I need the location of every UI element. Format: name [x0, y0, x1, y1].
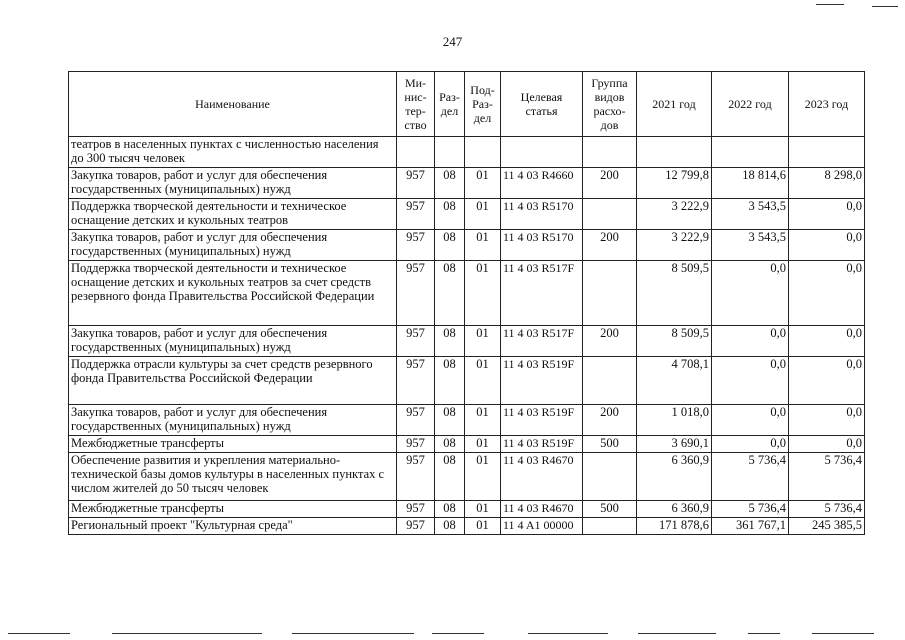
- row-target: 11 4 03 R519F: [501, 405, 583, 436]
- row-2022: 0,0: [712, 405, 789, 436]
- scan-mark: [112, 633, 262, 634]
- table-row: [69, 199, 865, 230]
- row-ministry: 957: [397, 436, 435, 453]
- row-subsection: [465, 137, 501, 168]
- scan-mark: [816, 4, 844, 5]
- scan-mark: [432, 633, 484, 634]
- row-2023: 0,0: [789, 436, 865, 453]
- row-target: 11 4 03 R5170: [501, 230, 583, 261]
- row-target: 11 4 03 R517F: [501, 261, 583, 326]
- row-2021: 3 690,1: [637, 436, 712, 453]
- scan-mark: [872, 6, 898, 7]
- table-row: [69, 357, 865, 405]
- row-ministry: 957: [397, 230, 435, 261]
- row-subsection: 01: [465, 405, 501, 436]
- row-2022: 5 736,4: [712, 453, 789, 501]
- row-group: [583, 518, 637, 535]
- row-name: Поддержка творческой деятельности и техническое оснащение детских и кукольных театров за счет средств резервного фонда Правительства Российской Федерации: [69, 261, 397, 326]
- row-subsection: 01: [465, 199, 501, 230]
- table-row: [69, 168, 865, 199]
- row-section: 08: [435, 168, 465, 199]
- row-name: Межбюджетные трансферты: [69, 501, 397, 518]
- row-ministry: 957: [397, 501, 435, 518]
- scan-mark: [528, 633, 608, 634]
- table-body: [69, 137, 865, 535]
- row-section: 08: [435, 501, 465, 518]
- row-subsection: 01: [465, 357, 501, 405]
- row-group: 500: [583, 501, 637, 518]
- row-section: 08: [435, 405, 465, 436]
- scan-mark: [748, 633, 780, 634]
- row-2023: 0,0: [789, 261, 865, 326]
- row-2023: 0,0: [789, 326, 865, 357]
- row-2023: [789, 137, 865, 168]
- row-2022: 0,0: [712, 357, 789, 405]
- row-subsection: 01: [465, 326, 501, 357]
- row-ministry: [397, 137, 435, 168]
- row-2022: [712, 137, 789, 168]
- row-name: Поддержка отрасли культуры за счет средств резервного фонда Правительства Российской Федерации: [69, 357, 397, 405]
- row-2022: 0,0: [712, 261, 789, 326]
- row-section: 08: [435, 453, 465, 501]
- row-ministry: 957: [397, 453, 435, 501]
- row-group: 200: [583, 405, 637, 436]
- row-2023: 5 736,4: [789, 501, 865, 518]
- row-2021: 3 222,9: [637, 230, 712, 261]
- row-2023: 0,0: [789, 230, 865, 261]
- row-2022: 3 543,5: [712, 199, 789, 230]
- row-subsection: 01: [465, 436, 501, 453]
- scan-mark: [8, 633, 70, 634]
- row-target: 11 4 03 R519F: [501, 357, 583, 405]
- table-row: [69, 453, 865, 501]
- row-ministry: 957: [397, 357, 435, 405]
- row-2021: 6 360,9: [637, 501, 712, 518]
- row-2023: 5 736,4: [789, 453, 865, 501]
- row-2022: 0,0: [712, 436, 789, 453]
- row-section: 08: [435, 230, 465, 261]
- header-group: Группа видов расхо- дов: [583, 72, 637, 137]
- row-subsection: 01: [465, 453, 501, 501]
- row-target: 11 4 03 R517F: [501, 326, 583, 357]
- row-target: 11 4 03 R5170: [501, 199, 583, 230]
- row-2021: 4 708,1: [637, 357, 712, 405]
- row-ministry: 957: [397, 168, 435, 199]
- row-group: [583, 199, 637, 230]
- row-2021: 8 509,5: [637, 326, 712, 357]
- row-target: [501, 137, 583, 168]
- row-2022: 0,0: [712, 326, 789, 357]
- header-section: Раз- дел: [435, 72, 465, 137]
- row-2021: [637, 137, 712, 168]
- row-target: 11 4 03 R4670: [501, 453, 583, 501]
- row-section: [435, 137, 465, 168]
- row-group: [583, 453, 637, 501]
- budget-table: [68, 71, 865, 535]
- scan-mark: [812, 633, 874, 634]
- row-subsection: 01: [465, 168, 501, 199]
- row-2021: 171 878,6: [637, 518, 712, 535]
- row-2022: 5 736,4: [712, 501, 789, 518]
- table-row: [69, 501, 865, 518]
- row-2021: 1 018,0: [637, 405, 712, 436]
- row-subsection: 01: [465, 518, 501, 535]
- row-2021: 8 509,5: [637, 261, 712, 326]
- table-row: [69, 518, 865, 535]
- table-row: [69, 326, 865, 357]
- row-2021: 3 222,9: [637, 199, 712, 230]
- table-row: [69, 261, 865, 326]
- row-section: 08: [435, 357, 465, 405]
- header-row: [69, 72, 865, 137]
- header-2021: 2021 год: [637, 72, 712, 137]
- header-ministry: Ми- нис- тер- ство: [397, 72, 435, 137]
- row-2021: 12 799,8: [637, 168, 712, 199]
- row-group: 200: [583, 326, 637, 357]
- row-section: 08: [435, 261, 465, 326]
- row-name: Закупка товаров, работ и услуг для обеспечения государственных (муниципальных) нужд: [69, 230, 397, 261]
- table-row: [69, 137, 865, 168]
- row-ministry: 957: [397, 326, 435, 357]
- row-2022: 3 543,5: [712, 230, 789, 261]
- row-target: 11 4 03 R4670: [501, 501, 583, 518]
- row-ministry: 957: [397, 405, 435, 436]
- row-section: 08: [435, 199, 465, 230]
- row-section: 08: [435, 518, 465, 535]
- row-2022: 361 767,1: [712, 518, 789, 535]
- row-name: Закупка товаров, работ и услуг для обеспечения государственных (муниципальных) нужд: [69, 168, 397, 199]
- row-subsection: 01: [465, 230, 501, 261]
- table-row: [69, 436, 865, 453]
- row-target: 11 4 03 R519F: [501, 436, 583, 453]
- row-name: Региональный проект "Культурная среда": [69, 518, 397, 535]
- row-group: [583, 261, 637, 326]
- row-ministry: 957: [397, 261, 435, 326]
- row-section: 08: [435, 436, 465, 453]
- row-group: 500: [583, 436, 637, 453]
- header-target: Целевая статья: [501, 72, 583, 137]
- scan-mark: [292, 633, 414, 634]
- row-name: Закупка товаров, работ и услуг для обеспечения государственных (муниципальных) нужд: [69, 326, 397, 357]
- row-section: 08: [435, 326, 465, 357]
- row-2023: 0,0: [789, 357, 865, 405]
- scan-mark: [638, 633, 716, 634]
- row-2021: 6 360,9: [637, 453, 712, 501]
- row-2023: 0,0: [789, 199, 865, 230]
- row-2022: 18 814,6: [712, 168, 789, 199]
- table-row: [69, 230, 865, 261]
- row-ministry: 957: [397, 518, 435, 535]
- header-subsection: Под- Раз- дел: [465, 72, 501, 137]
- row-name: Закупка товаров, работ и услуг для обеспечения государственных (муниципальных) нужд: [69, 405, 397, 436]
- row-subsection: 01: [465, 501, 501, 518]
- row-2023: 245 385,5: [789, 518, 865, 535]
- table-row: [69, 405, 865, 436]
- page-number: 247: [442, 34, 463, 49]
- row-group: 200: [583, 168, 637, 199]
- header-2022: 2022 год: [712, 72, 789, 137]
- row-subsection: 01: [465, 261, 501, 326]
- row-name: Обеспечение развития и укрепления материально-технической базы домов культуры в населенных пунктах с числом жителей до 50 тысяч человек: [69, 453, 397, 501]
- row-group: [583, 357, 637, 405]
- row-target: 11 4 03 R4660: [501, 168, 583, 199]
- row-ministry: 957: [397, 199, 435, 230]
- header-name: Наименование: [69, 72, 397, 137]
- row-2023: 8 298,0: [789, 168, 865, 199]
- row-target: 11 4 A1 00000: [501, 518, 583, 535]
- row-name: Поддержка творческой деятельности и техническое оснащение детских и кукольных театров: [69, 199, 397, 230]
- header-2023: 2023 год: [789, 72, 865, 137]
- row-2023: 0,0: [789, 405, 865, 436]
- row-group: [583, 137, 637, 168]
- row-name: Межбюджетные трансферты: [69, 436, 397, 453]
- row-name: театров в населенных пунктах с численностью населения до 300 тысяч человек: [69, 137, 397, 168]
- row-group: 200: [583, 230, 637, 261]
